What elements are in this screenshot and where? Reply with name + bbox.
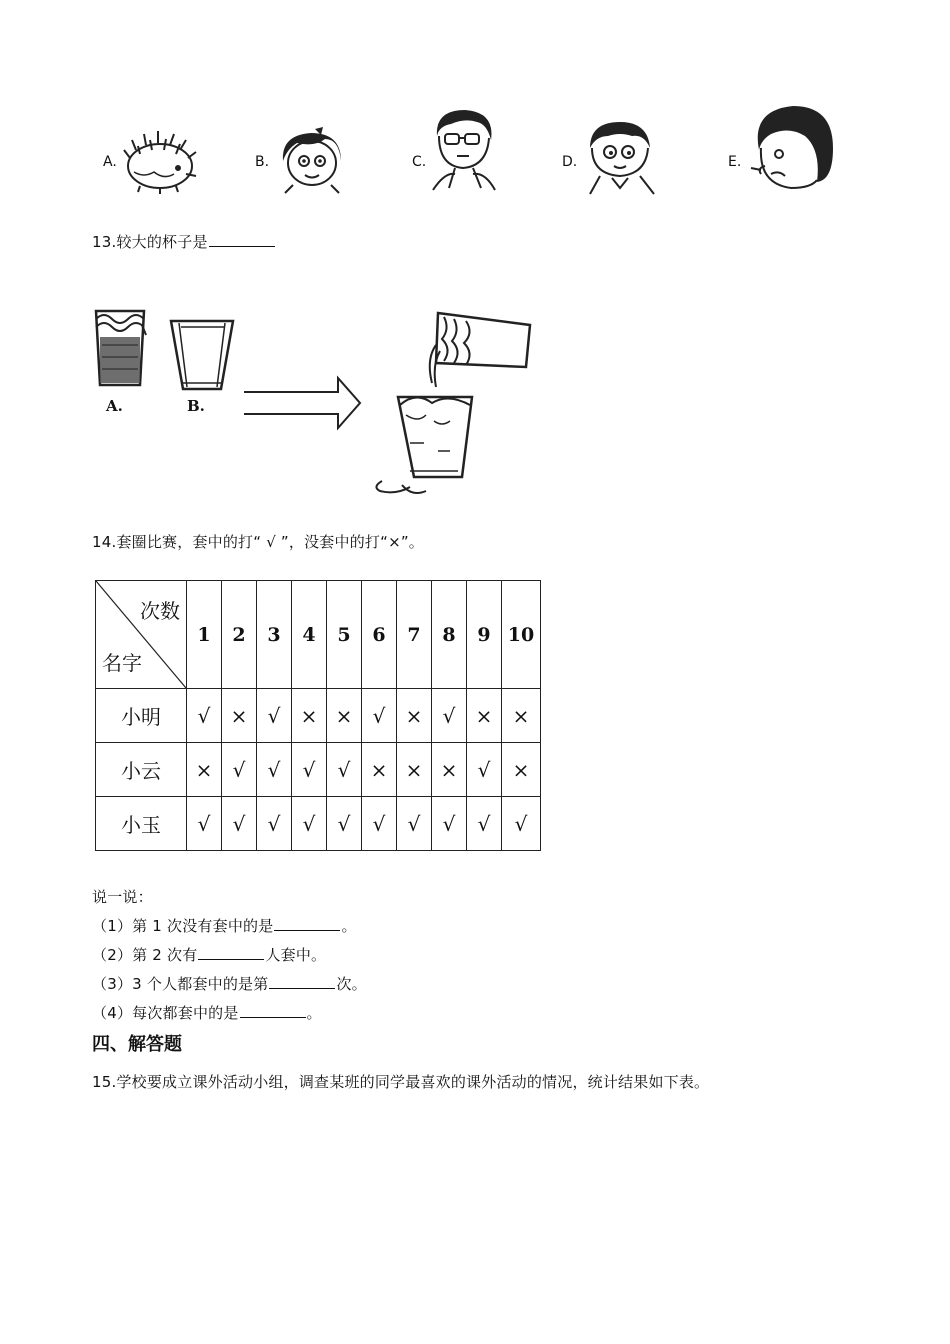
row-name: 小玉 <box>96 797 187 851</box>
mark-cell: × <box>432 743 467 797</box>
table-row <box>96 689 541 743</box>
section-heading: 四、解答题 <box>92 1034 182 1055</box>
row-name: 小云 <box>96 743 187 797</box>
mark-cell: √ <box>502 797 541 851</box>
mark-cell: √ <box>187 689 222 743</box>
answer-blank-13[interactable] <box>209 232 275 247</box>
cup-a-icon <box>90 305 150 395</box>
mark-cell: × <box>362 743 397 797</box>
column-header: 3 <box>257 581 292 689</box>
mark-cell: √ <box>327 797 362 851</box>
sub-question-4: （4）每次都套中的是 。 <box>92 1004 322 1022</box>
mark-cell: × <box>467 689 502 743</box>
question-14-text: 14.套圈比赛，套中的打“ √ ”，没套中的打“×”。 <box>92 533 425 551</box>
sub-question-1: （1）第 1 次没有套中的是 。 <box>92 917 357 935</box>
option-a-label: A. <box>103 154 117 170</box>
column-header: 6 <box>362 581 397 689</box>
table-header-row <box>96 581 541 689</box>
sub-question-2: （2）第 2 次有 人套中。 <box>92 946 327 964</box>
option-e-label: E. <box>728 154 742 170</box>
column-header: 1 <box>187 581 222 689</box>
mark-cell: × <box>502 689 541 743</box>
mark-cell: √ <box>187 797 222 851</box>
column-header: 7 <box>397 581 432 689</box>
mark-cell: × <box>502 743 541 797</box>
ring-toss-table <box>95 580 541 851</box>
mark-cell: √ <box>327 743 362 797</box>
mark-cell: × <box>187 743 222 797</box>
column-header: 4 <box>292 581 327 689</box>
mark-cell: √ <box>292 743 327 797</box>
mark-cell: √ <box>292 797 327 851</box>
column-header: 5 <box>327 581 362 689</box>
mark-cell: √ <box>257 797 292 851</box>
child-side-icon <box>745 100 840 200</box>
mark-cell: × <box>397 743 432 797</box>
say-title: 说一说： <box>92 888 153 906</box>
mark-cell: √ <box>257 743 292 797</box>
mark-cell: √ <box>467 797 502 851</box>
mark-cell: √ <box>257 689 292 743</box>
table-row <box>96 797 541 851</box>
option-d-label: D. <box>562 154 578 170</box>
hedgehog-icon <box>120 128 200 198</box>
column-header: 2 <box>222 581 257 689</box>
mark-cell: √ <box>362 797 397 851</box>
answer-blank[interactable] <box>274 916 340 931</box>
cup-b-icon <box>165 315 240 400</box>
mark-cell: × <box>292 689 327 743</box>
mark-cell: × <box>327 689 362 743</box>
mark-cell: √ <box>467 743 502 797</box>
question-15-text: 15.学校要成立课外活动小组，调查某班的同学最喜欢的课外活动的情况，统计结果如下表。 <box>92 1073 710 1091</box>
mark-cell: √ <box>432 689 467 743</box>
column-header: 9 <box>467 581 502 689</box>
header-name: 名字 <box>102 651 142 675</box>
cup-b-label: B. <box>187 397 205 415</box>
table-row <box>96 743 541 797</box>
question-13-text: 13.较大的杯子是 <box>92 231 276 252</box>
answer-blank[interactable] <box>240 1003 306 1018</box>
mark-cell: × <box>397 689 432 743</box>
pouring-cups-icon <box>370 305 540 500</box>
column-header: 8 <box>432 581 467 689</box>
mark-cell: √ <box>362 689 397 743</box>
mark-cell: × <box>222 689 257 743</box>
column-header: 10 <box>502 581 541 689</box>
mark-cell: √ <box>222 743 257 797</box>
option-c-label: C. <box>412 154 427 170</box>
answer-blank[interactable] <box>198 945 264 960</box>
option-b-label: B. <box>255 154 270 170</box>
mark-cell: √ <box>222 797 257 851</box>
man-glasses-icon <box>425 106 500 191</box>
mark-cell: √ <box>397 797 432 851</box>
cup-a-label: A. <box>106 397 123 415</box>
header-times: 次数 <box>140 599 180 623</box>
answer-blank[interactable] <box>269 974 335 989</box>
girl-face-icon <box>275 125 350 193</box>
right-arrow-icon <box>240 372 365 434</box>
boy-face-icon <box>580 118 660 196</box>
sub-question-3: （3）3 个人都套中的是第 次。 <box>92 975 367 993</box>
table-corner-cell <box>96 581 187 689</box>
row-name: 小明 <box>96 689 187 743</box>
mark-cell: √ <box>432 797 467 851</box>
